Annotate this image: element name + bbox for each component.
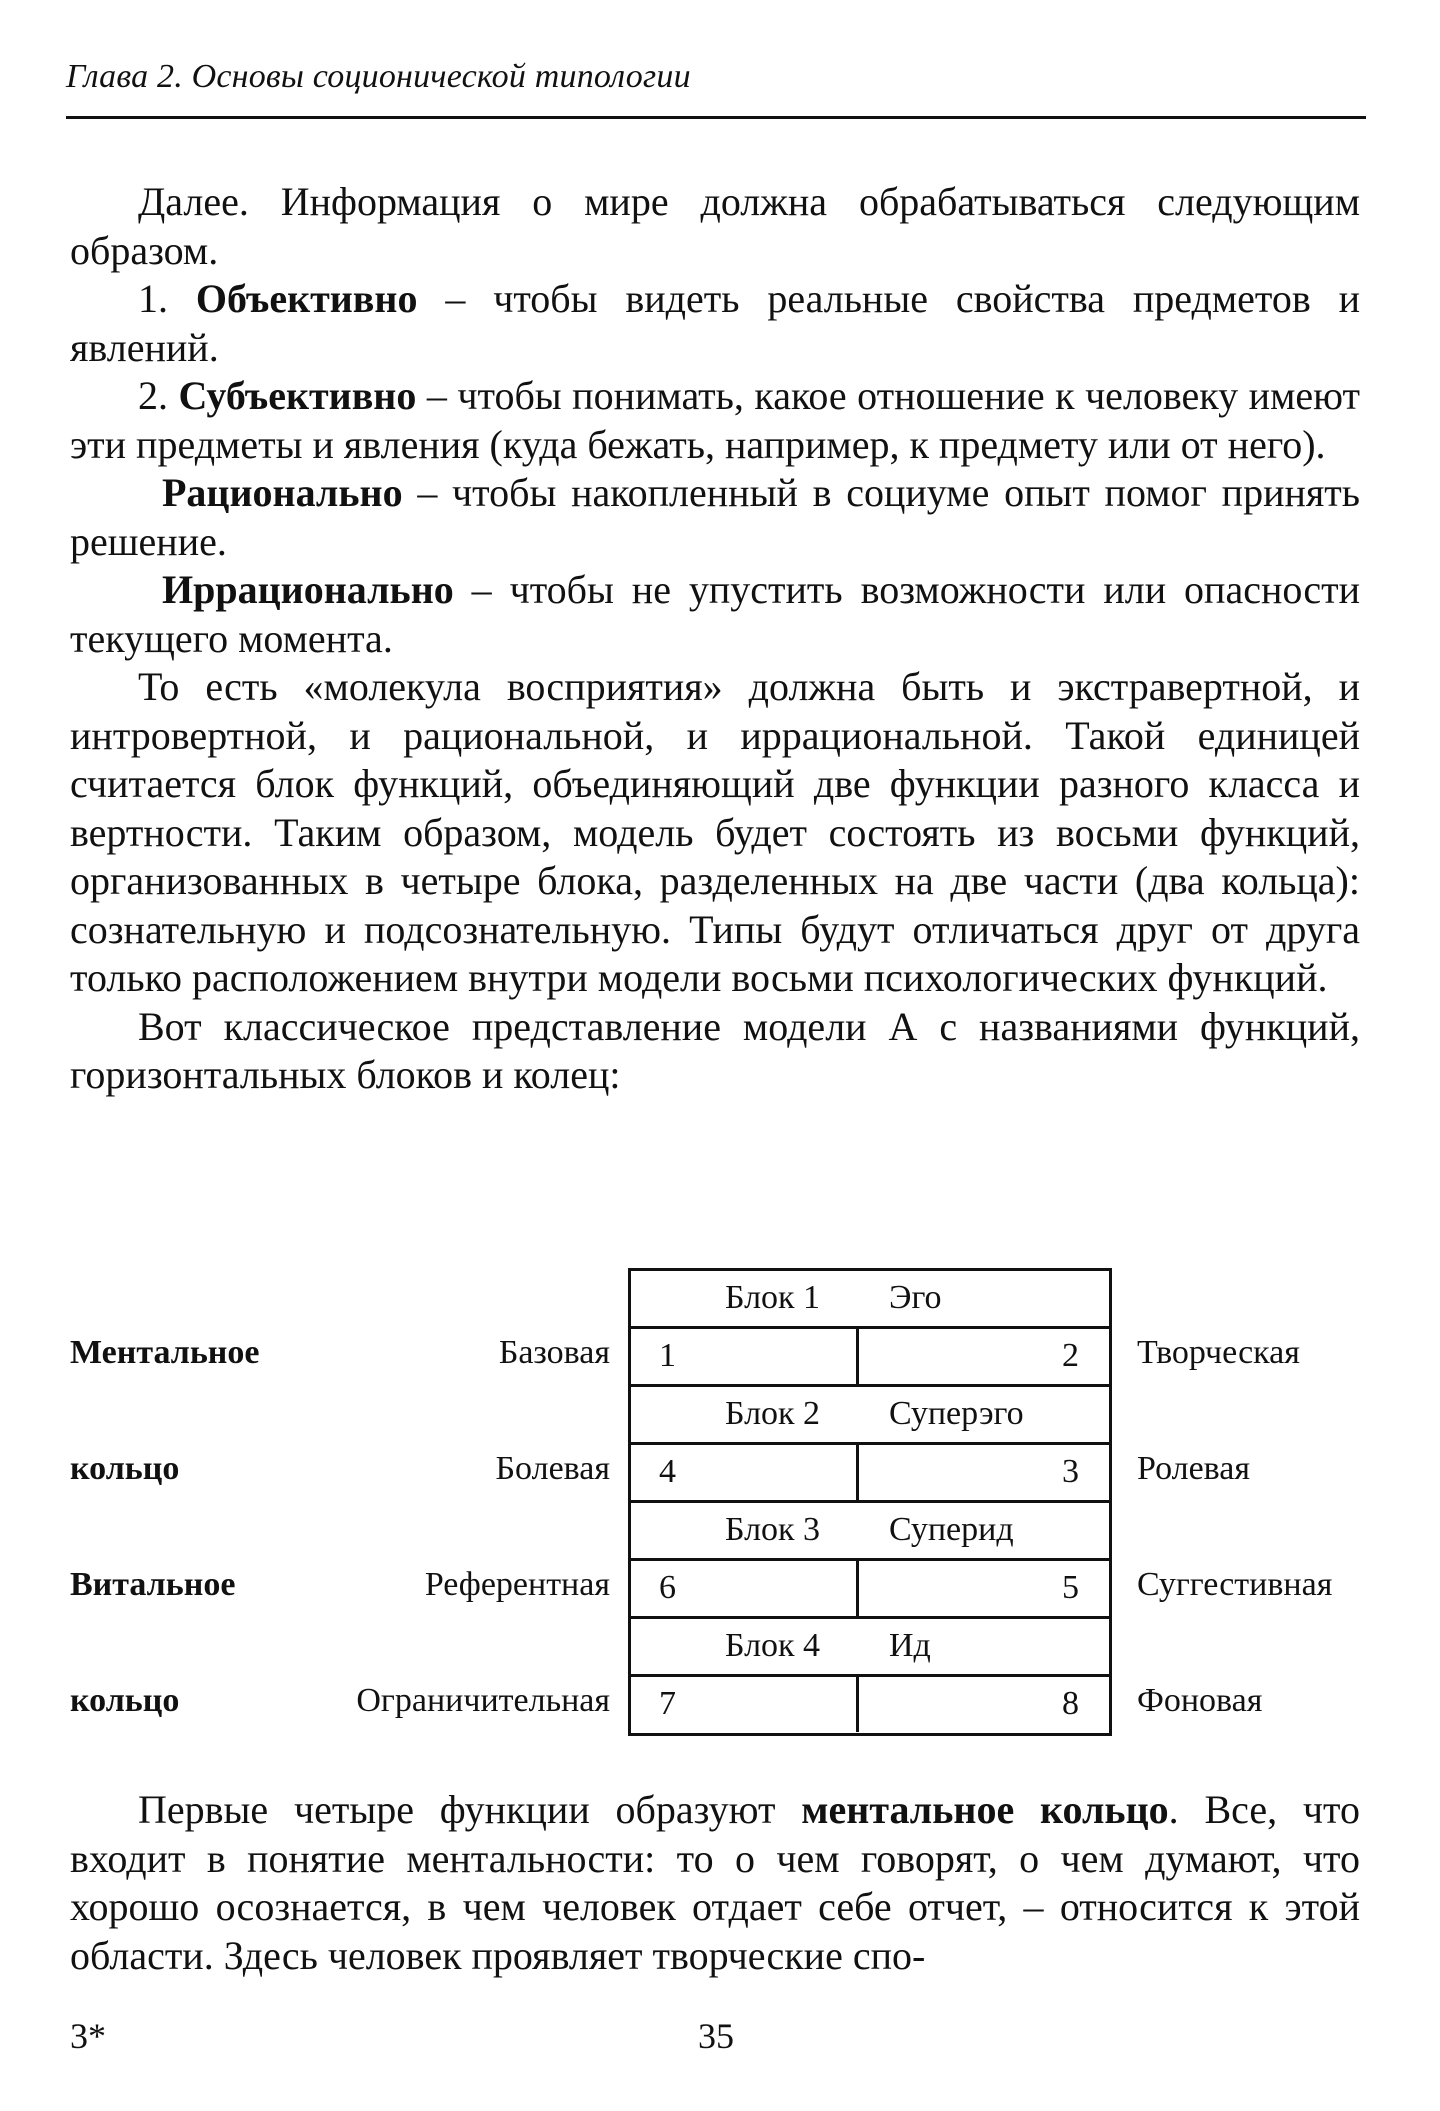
function-name-left: Ограничительная <box>356 1682 610 1719</box>
block-title-row <box>631 1616 1109 1674</box>
block-title-row <box>631 1384 1109 1442</box>
function-number: 2 <box>1062 1337 1079 1374</box>
block-label: Блок 3 <box>725 1511 821 1548</box>
paragraph-molecule: То есть «молекула восприятия» должна быть и экстравертной, и интровертной, и рациональной, и иррациональной. Такой единицей считается блок функций, объединяющий две функции разного класса и вертности. Таким образом, модель будет состоять из восьми функций, организованных в четыре блока, разделенных на две части (два кольца): сознательную и подсознательную. Типы будут отличаться друг от друга только расположением внутри модели восьми психологических функций. <box>70 664 1360 1000</box>
body-text <box>70 178 1360 1100</box>
block-function-row <box>631 1558 1109 1616</box>
function-cell <box>859 1445 1109 1500</box>
list-marker: 1. <box>138 276 196 321</box>
list-marker: 2. <box>138 373 179 418</box>
block-function-row <box>631 1442 1109 1500</box>
term-rational: Рационально <box>162 470 403 515</box>
function-cell <box>631 1561 859 1616</box>
block-function-row <box>631 1326 1109 1384</box>
paragraph-model-intro: Вот классическое представление модели А с названиями функций, горизонтальных блоков и колец: <box>70 1003 1360 1097</box>
paragraph-text: – чтобы понимать, какое отношение к человеку имеют эти предметы и явления (куда бежать, например, к предмету или от него). <box>70 373 1360 467</box>
function-cell <box>859 1561 1109 1616</box>
function-number: 8 <box>1062 1685 1079 1722</box>
function-name-left: Болевая <box>495 1450 610 1487</box>
function-cell <box>631 1677 859 1732</box>
header-rule <box>66 116 1366 119</box>
term-irrational: Иррационально <box>162 567 454 612</box>
paragraph-mental-ring <box>70 1786 1360 1980</box>
paragraph-intro: Далее. Информация о мире должна обрабатываться следующим образом. <box>70 179 1360 273</box>
ring-label-vital-ring: кольцо <box>70 1682 180 1719</box>
term-subjective: Субъективно <box>178 373 417 418</box>
function-cell <box>859 1329 1109 1384</box>
paragraph-text: . Все, что входит в понятие ментальности: то о чем говорят, о чем думают, что хорошо осознается, в чем человек отдает себе отчет, – относится к этой области. Здесь человек проявляет творческие спо- <box>70 1787 1361 1978</box>
page-number: 35 <box>698 2016 734 2056</box>
model-a-table <box>0 1268 1440 1740</box>
body-text-after-table <box>70 1786 1360 1980</box>
model-grid <box>628 1268 1112 1736</box>
function-name-left: Референтная <box>424 1566 610 1603</box>
block-name: Ид <box>889 1627 931 1664</box>
paragraph-objective <box>70 275 1360 372</box>
ring-label-vital: Витальное <box>70 1566 236 1603</box>
paragraph-text: – чтобы видеть реальные свойства предметов и явлений. <box>70 276 1361 370</box>
block-name: Эго <box>889 1279 942 1316</box>
function-name-right: Ролевая <box>1137 1450 1251 1487</box>
function-number: 7 <box>659 1685 676 1722</box>
function-number: 3 <box>1062 1453 1079 1490</box>
block-label: Блок 1 <box>725 1279 821 1316</box>
running-header: Глава 2. Основы соционической типологии <box>66 58 691 95</box>
term-objective: Объективно <box>195 276 418 321</box>
signature-mark: 3* <box>70 2016 106 2056</box>
term-mental-ring: ментальное кольцо <box>801 1787 1169 1832</box>
function-name-right: Фоновая <box>1137 1682 1263 1719</box>
block-function-row <box>631 1674 1109 1732</box>
block-name: Суперид <box>889 1511 1014 1548</box>
paragraph-irrational <box>70 566 1360 663</box>
function-number: 5 <box>1062 1569 1079 1606</box>
ring-label-mental-ring: кольцо <box>70 1450 180 1487</box>
block-name: Суперэго <box>889 1395 1024 1432</box>
function-cell <box>631 1445 859 1500</box>
block-label: Блок 2 <box>725 1395 821 1432</box>
paragraph-text: – чтобы не упустить возможности или опасности текущего момента. <box>70 567 1360 661</box>
paragraph-text: Первые четыре функции образуют <box>138 1787 802 1832</box>
function-cell <box>859 1677 1109 1732</box>
ring-label-mental: Ментальное <box>70 1334 260 1371</box>
function-number: 4 <box>659 1453 676 1490</box>
function-name-left: Базовая <box>498 1334 610 1371</box>
block-title-row <box>631 1500 1109 1558</box>
function-cell <box>631 1329 859 1384</box>
function-name-right: Суггестивная <box>1137 1566 1333 1603</box>
function-number: 1 <box>659 1337 676 1374</box>
function-name-right: Творческая <box>1137 1334 1300 1371</box>
paragraph-text: – чтобы накопленный в социуме опыт помог принять решение. <box>70 470 1360 564</box>
paragraph-rational <box>70 469 1360 566</box>
function-number: 6 <box>659 1569 676 1606</box>
block-label: Блок 4 <box>725 1627 821 1664</box>
paragraph-subjective <box>70 372 1360 469</box>
block-title-row <box>631 1271 1109 1329</box>
